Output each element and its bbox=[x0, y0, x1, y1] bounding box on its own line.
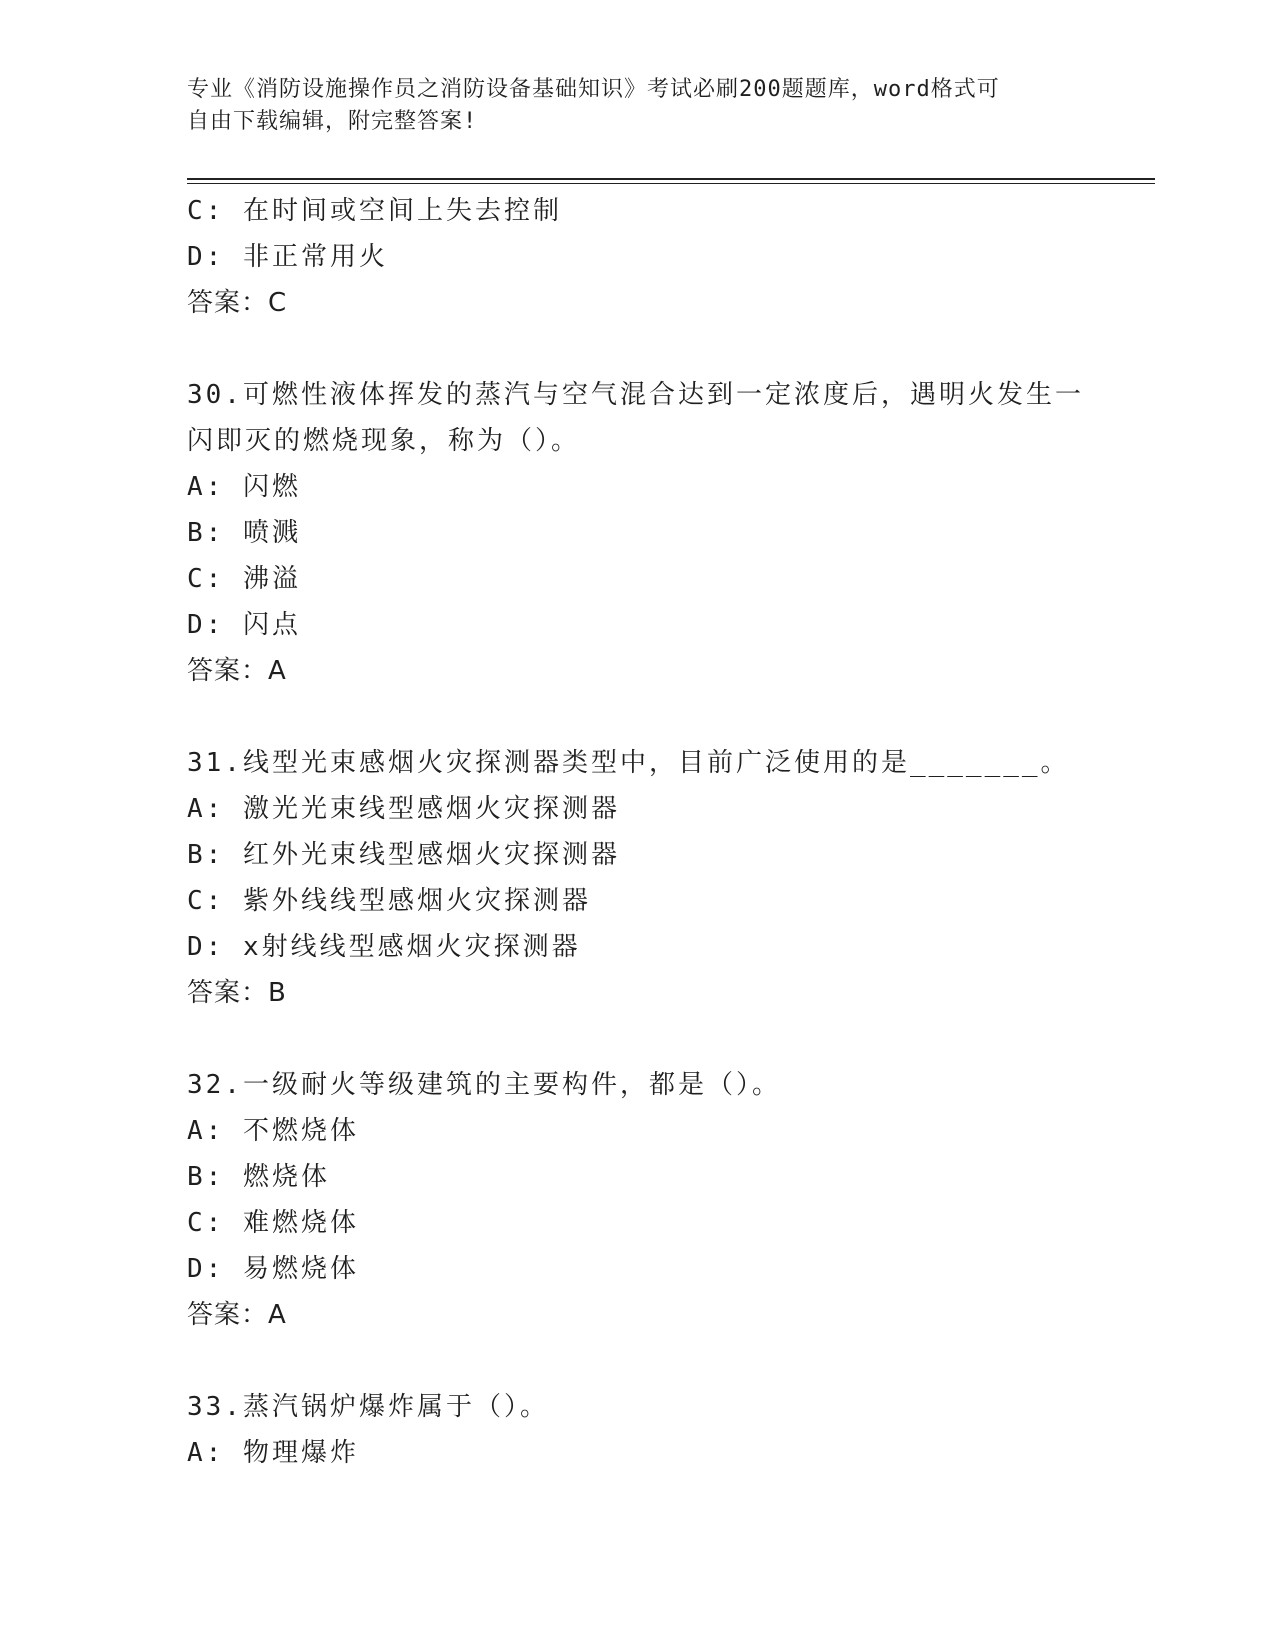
header-divider bbox=[187, 178, 1155, 180]
spacer bbox=[187, 694, 1147, 740]
spacer bbox=[187, 1338, 1147, 1384]
question-block-32 bbox=[187, 1062, 1147, 1338]
header-divider-thin bbox=[187, 183, 1155, 184]
answer-line: 答案：B bbox=[187, 978, 287, 1008]
question-block-30 bbox=[187, 372, 1147, 694]
option-b: B: 红外光束线型感烟火灾探测器 bbox=[187, 840, 620, 870]
option-d: D: 非正常用火 bbox=[187, 242, 388, 272]
question-text: 30.可燃性液体挥发的蒸汽与空气混合达到一定浓度后，遇明火发生一 bbox=[187, 380, 1084, 410]
question-text: 32.一级耐火等级建筑的主要构件，都是（）。 bbox=[187, 1070, 781, 1100]
document-header bbox=[187, 74, 1087, 138]
question-text-continued: 闪即灭的燃烧现象，称为（）。 bbox=[187, 426, 581, 456]
option-d: D: 易燃烧体 bbox=[187, 1254, 359, 1284]
question-block-33 bbox=[187, 1384, 1147, 1476]
option-c: C: 难燃烧体 bbox=[187, 1208, 359, 1238]
answer-line: 答案：A bbox=[187, 1300, 287, 1330]
option-c: C: 在时间或空间上失去控制 bbox=[187, 196, 562, 226]
option-a: A: 不燃烧体 bbox=[187, 1116, 359, 1146]
option-c: C: 沸溢 bbox=[187, 564, 301, 594]
option-a: A: 激光光束线型感烟火灾探测器 bbox=[187, 794, 620, 824]
header-title-line-1: 专业《消防设施操作员之消防设备基础知识》考试必刷200题题库，word格式可 bbox=[187, 77, 1000, 102]
option-b: B: 燃烧体 bbox=[187, 1162, 330, 1192]
spacer bbox=[187, 326, 1147, 372]
answer-line: 答案：C bbox=[187, 288, 288, 318]
option-a: A: 闪燃 bbox=[187, 472, 301, 502]
answer-line: 答案：A bbox=[187, 656, 287, 686]
header-title-line-2: 自由下载编辑，附完整答案! bbox=[187, 109, 478, 134]
question-block-31 bbox=[187, 740, 1147, 1016]
option-d: D: x射线线型感烟火灾探测器 bbox=[187, 932, 581, 962]
option-a: A: 物理爆炸 bbox=[187, 1438, 359, 1468]
question-text: 33.蒸汽锅炉爆炸属于（）。 bbox=[187, 1392, 549, 1422]
question-block-29 bbox=[187, 188, 1147, 326]
option-b: B: 喷溅 bbox=[187, 518, 301, 548]
question-list bbox=[187, 188, 1147, 1476]
spacer bbox=[187, 1016, 1147, 1062]
option-d: D: 闪点 bbox=[187, 610, 301, 640]
option-c: C: 紫外线线型感烟火灾探测器 bbox=[187, 886, 591, 916]
question-text: 31.线型光束感烟火灾探测器类型中，目前广泛使用的是_______。 bbox=[187, 748, 1070, 778]
